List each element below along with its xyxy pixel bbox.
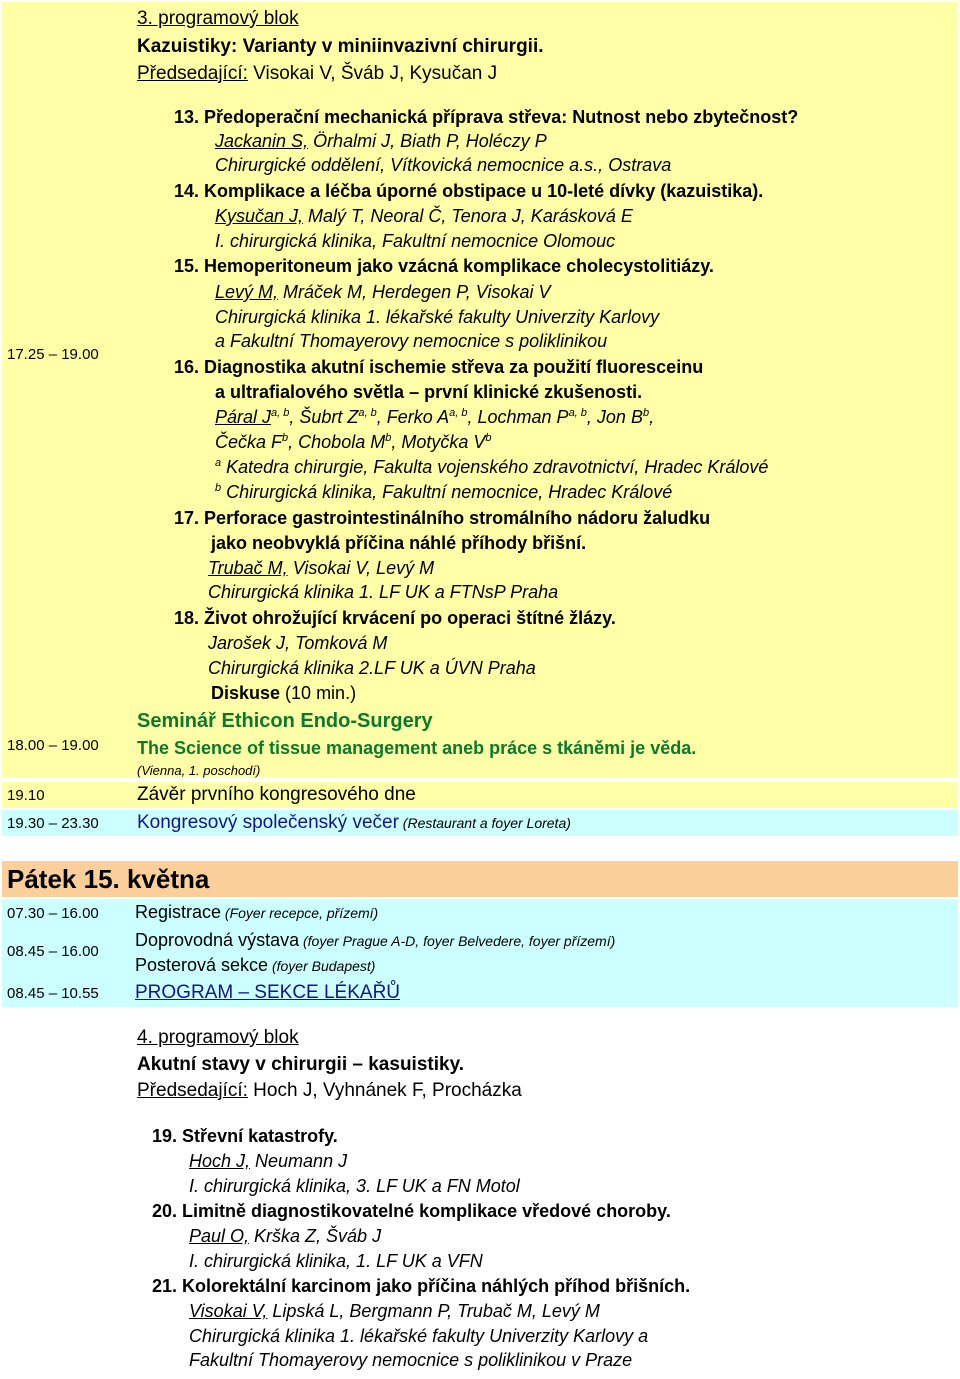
- talk-15-title: 15. Hemoperitoneum jako vzácná komplikace cholecystolitiázy.: [174, 256, 714, 276]
- talk-17-title-2: jako neobvyklá příčina náhlé příhody břišní.: [211, 533, 587, 553]
- closing-time: 19.10: [7, 787, 45, 804]
- block3-time: 17.25 – 19.00: [7, 346, 99, 363]
- talk-21-affiliation-2: Fakultní Thomayerovy nemocnice s poliklinikou v Praze: [189, 1350, 633, 1370]
- discussion: Diskuse (10 min.): [211, 683, 357, 703]
- talk-19-affiliation: I. chirurgická klinika, 3. LF UK a FN Motol: [189, 1176, 520, 1196]
- talk-21-affiliation: Chirurgická klinika 1. lékařské fakulty Univerzity Karlovy a: [189, 1326, 649, 1346]
- talk-16-title: 16. Diagnostika akutní ischemie střeva za použití fluoresceinu: [174, 357, 704, 377]
- talk-20-title: 20. Limitně diagnostikovatelné komplikace vředové choroby.: [152, 1201, 671, 1221]
- talk-21-title: 21. Kolorektální karcinom jako příčina náhlých příhod břišních.: [152, 1276, 691, 1296]
- talk-16-title-2: a ultrafialového světla – první klinické zkušenosti.: [215, 382, 643, 402]
- chair-label: Předsedající:: [137, 63, 248, 84]
- block3-subtitle: Kazuistiky: Varianty v miniinvazivní chirurgii.: [137, 36, 544, 57]
- exhibition-text: Doprovodná výstava (foyer Prague A-D, foyer Belvedere, foyer přízemí): [135, 930, 616, 950]
- seminar-subtitle: The Science of tissue management aneb práce s tkáněmi je věda.: [137, 738, 697, 758]
- talk-16-affiliation-a: $^a$ Katedra chirurgie, Fakulta vojenského zdravotnictví, Hradec Králové: [215, 457, 769, 477]
- talk-18-authors: Jarošek J, Tomková M: [208, 633, 388, 653]
- talk-14-authors: Kysučan J, Malý T, Neoral Č, Tenora J, Karásková E: [215, 206, 633, 226]
- block4-subtitle: Akutní stavy v chirurgii – kasuistiky.: [137, 1054, 464, 1075]
- talk-14-affiliation: I. chirurgická klinika, Fakultní nemocnice Olomouc: [215, 231, 616, 251]
- talk-13-title: 13. Předoperační mechanická příprava střeva: Nutnost nebo zbytečnost?: [174, 107, 799, 127]
- program-time: 08.45 – 10.55: [7, 985, 99, 1002]
- registration-text: Registrace (Foyer recepce, přízemí): [135, 902, 379, 922]
- block3-title: 3. programový blok: [137, 8, 299, 29]
- talk-16-authors-2: Čečka $F^b$, Chobola $M^b$, Motyčka $V^b$: [215, 432, 492, 452]
- talk-19-title: 19. Střevní katastrofy.: [152, 1126, 338, 1146]
- block4-chair: Předsedající: Hoch J, Vyhnánek F, Procházka: [137, 1080, 522, 1101]
- talk-19-authors: Hoch J, Neumann J: [189, 1151, 348, 1171]
- talk-16-affiliation-b: $^b$ Chirurgická klinika, Fakultní nemocnice, Hradec Králové: [215, 482, 673, 502]
- evening-text: Kongresový společenský večer (Restaurant a foyer Loreta): [137, 812, 571, 833]
- seminar-title: Seminář Ethicon Endo-Surgery: [137, 710, 433, 732]
- registration-time: 07.30 – 16.00: [7, 905, 99, 922]
- talk-17-authors: Trubač M, Visokai V, Levý M: [208, 558, 435, 578]
- talk-15-affiliation: Chirurgická klinika 1. lékařské fakulty Univerzity Karlovy: [215, 307, 660, 327]
- talk-21-authors: Visokai V, Lipská L, Bergmann P, Trubač M, Levý M: [189, 1301, 600, 1321]
- chair-names: Visokai V, Šváb J, Kysučan J: [247, 63, 498, 84]
- talk-13-affiliation: Chirurgické oddělení, Vítkovická nemocnice a.s., Ostrava: [215, 155, 672, 175]
- closing-text: Závěr prvního kongresového dne: [137, 784, 416, 805]
- talk-17-affiliation: Chirurgická klinika 1. LF UK a FTNsP Praha: [208, 582, 559, 602]
- exhibition-time: 08.45 – 16.00: [7, 943, 99, 960]
- poster-text: Posterová sekce (foyer Budapest): [135, 955, 376, 975]
- talk-17-title: 17. Perforace gastrointestinálního stromálního nádoru žaludku: [174, 508, 711, 528]
- evening-time: 19.30 – 23.30: [7, 815, 99, 832]
- seminar-location: (Vienna, 1. poschodí): [137, 763, 261, 778]
- talk-18-affiliation: Chirurgická klinika 2.LF UK a ÚVN Praha: [208, 658, 536, 678]
- talk-18-title: 18. Život ohrožující krvácení po operaci štítné žlázy.: [174, 608, 616, 628]
- day-header: Pátek 15. května: [7, 864, 210, 894]
- talk-15-affiliation-2: a Fakultní Thomayerovy nemocnice s poliklinikou: [215, 331, 608, 351]
- talk-16-authors: Páral J$^{a, b}$, Šubrt Z$^{a, b}$, Ferko A$^{a, b}$, Lochman P$^{a, b}$, Jon $B^b$,: [215, 407, 655, 427]
- program-heading: PROGRAM – SEKCE LÉKAŘŮ: [135, 982, 401, 1003]
- block4-title: 4. programový blok: [137, 1027, 299, 1048]
- talk-20-authors: Paul O, Krška Z, Šváb J: [189, 1226, 382, 1246]
- talk-20-affiliation: I. chirurgická klinika, 1. LF UK a VFN: [189, 1251, 483, 1271]
- seminar-time: 18.00 – 19.00: [7, 737, 99, 754]
- block3-chair: [137, 63, 497, 85]
- talk-14-title: 14. Komplikace a léčba úporné obstipace u 10-leté dívky (kazuistika).: [174, 181, 764, 201]
- talk-15-authors: Levý M, Mráček M, Herdegen P, Visokai V: [215, 282, 551, 302]
- talk-13-authors: Jackanin S, Örhalmi J, Biath P, Holéczy P: [215, 131, 547, 151]
